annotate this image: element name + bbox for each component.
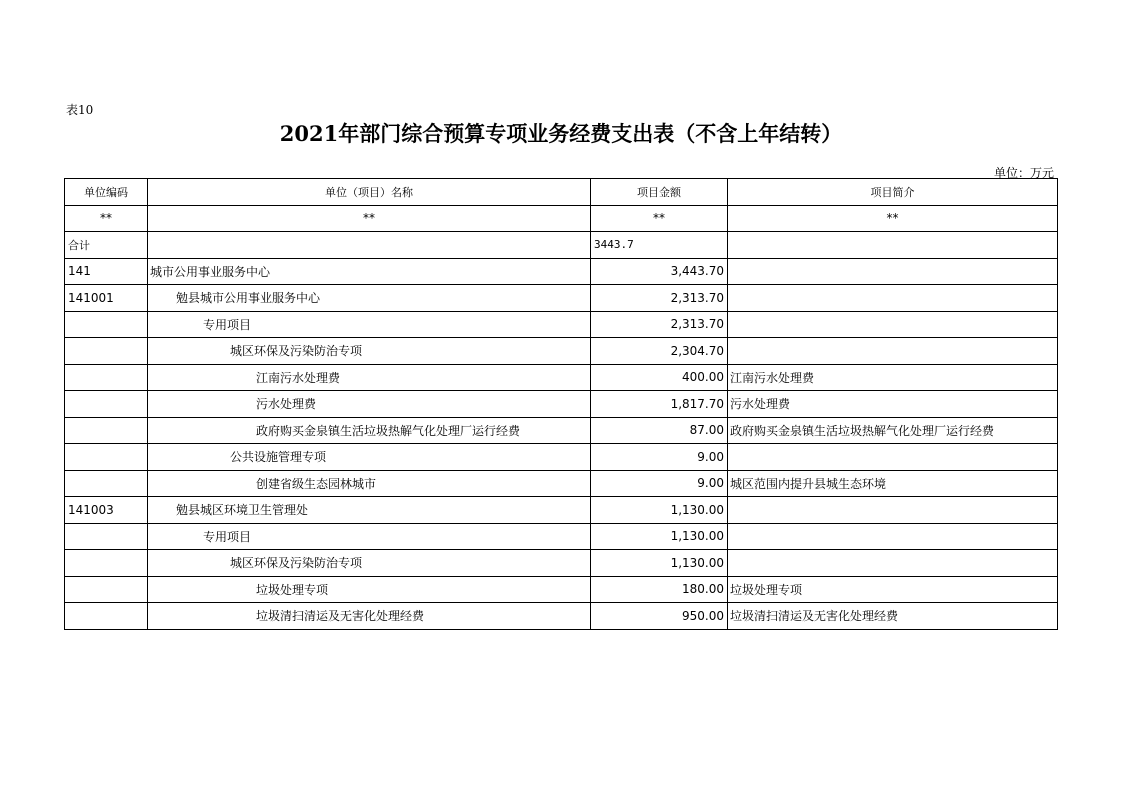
row-amount: 1,130.00: [591, 497, 728, 524]
row-amount: 2,313.70: [591, 285, 728, 312]
row-code: [65, 550, 148, 577]
row-amount: 9.00: [591, 470, 728, 497]
total-desc-cell: [728, 232, 1058, 259]
table-row: [65, 470, 1058, 497]
row-desc: [728, 311, 1058, 338]
table-row: [65, 311, 1058, 338]
row-name: 勉县城市公用事业服务中心: [148, 285, 591, 312]
row-code: [65, 444, 148, 471]
row-name: 城区环保及污染防治专项: [148, 338, 591, 365]
row-desc: 江南污水处理费: [728, 364, 1058, 391]
row-code: 141: [65, 258, 148, 285]
marker-name: **: [148, 205, 591, 232]
row-name: 勉县城区环境卫生管理处: [148, 497, 591, 524]
row-code: [65, 603, 148, 630]
row-name: 专用项目: [148, 311, 591, 338]
header-amount: 项目金额: [591, 179, 728, 206]
row-amount: 1,130.00: [591, 523, 728, 550]
row-amount: 950.00: [591, 603, 728, 630]
row-amount: 1,817.70: [591, 391, 728, 418]
row-amount: 400.00: [591, 364, 728, 391]
marker-code: **: [65, 205, 148, 232]
row-code: [65, 417, 148, 444]
table-row: [65, 550, 1058, 577]
row-desc: 污水处理费: [728, 391, 1058, 418]
row-code: 141001: [65, 285, 148, 312]
row-desc: [728, 523, 1058, 550]
row-amount: 2,304.70: [591, 338, 728, 365]
row-code: [65, 470, 148, 497]
row-name: 污水处理费: [148, 391, 591, 418]
table-row: [65, 338, 1058, 365]
row-desc: 垃圾清扫清运及无害化处理经费: [728, 603, 1058, 630]
row-code: 141003: [65, 497, 148, 524]
row-name: 公共设施管理专项: [148, 444, 591, 471]
table-row: [65, 285, 1058, 312]
row-amount: 3,443.70: [591, 258, 728, 285]
table-row: [65, 497, 1058, 524]
header-name: 单位（项目）名称: [148, 179, 591, 206]
row-name: 垃圾清扫清运及无害化处理经费: [148, 603, 591, 630]
table-row: [65, 523, 1058, 550]
header-desc: 项目简介: [728, 179, 1058, 206]
row-amount: 87.00: [591, 417, 728, 444]
table-row: [65, 391, 1058, 418]
row-amount: 2,313.70: [591, 311, 728, 338]
row-name: 城市公用事业服务中心: [148, 258, 591, 285]
row-desc: [728, 258, 1058, 285]
page-title: 2021年部门综合预算专项业务经费支出表（不含上年结转）: [279, 121, 843, 146]
row-code: [65, 391, 148, 418]
row-name: 专用项目: [148, 523, 591, 550]
row-code: [65, 311, 148, 338]
row-name: 政府购买金泉镇生活垃圾热解气化处理厂运行经费: [148, 417, 591, 444]
row-desc: [728, 338, 1058, 365]
table-row: [65, 364, 1058, 391]
table-row: [65, 417, 1058, 444]
row-code: [65, 338, 148, 365]
row-name: 城区环保及污染防治专项: [148, 550, 591, 577]
total-name-cell: [148, 232, 591, 259]
table-number-label: 表10: [66, 103, 94, 117]
row-amount: 9.00: [591, 444, 728, 471]
row-desc: 城区范围内提升县城生态环境: [728, 470, 1058, 497]
row-desc: [728, 550, 1058, 577]
row-desc: [728, 444, 1058, 471]
table-row: [65, 576, 1058, 603]
marker-desc: **: [728, 205, 1058, 232]
header-row: [65, 179, 1058, 206]
table-row: [65, 444, 1058, 471]
row-code: [65, 364, 148, 391]
budget-table: [64, 178, 1058, 630]
marker-amount: **: [591, 205, 728, 232]
row-name: 江南污水处理费: [148, 364, 591, 391]
row-amount: 180.00: [591, 576, 728, 603]
total-label: 合计: [65, 232, 148, 259]
total-row: [65, 232, 1058, 259]
row-desc: 政府购买金泉镇生活垃圾热解气化处理厂运行经费: [728, 417, 1058, 444]
table-row: [65, 258, 1058, 285]
marker-row: [65, 205, 1058, 232]
row-desc: 垃圾处理专项: [728, 576, 1058, 603]
row-desc: [728, 285, 1058, 312]
row-code: [65, 523, 148, 550]
row-name: 创建省级生态园林城市: [148, 470, 591, 497]
header-code: 单位编码: [65, 179, 148, 206]
unit-label: 单位：万元: [993, 166, 1054, 180]
row-code: [65, 576, 148, 603]
row-amount: 1,130.00: [591, 550, 728, 577]
row-name: 垃圾处理专项: [148, 576, 591, 603]
total-amount: 3443.7: [591, 232, 728, 259]
table-row: [65, 603, 1058, 630]
row-desc: [728, 497, 1058, 524]
